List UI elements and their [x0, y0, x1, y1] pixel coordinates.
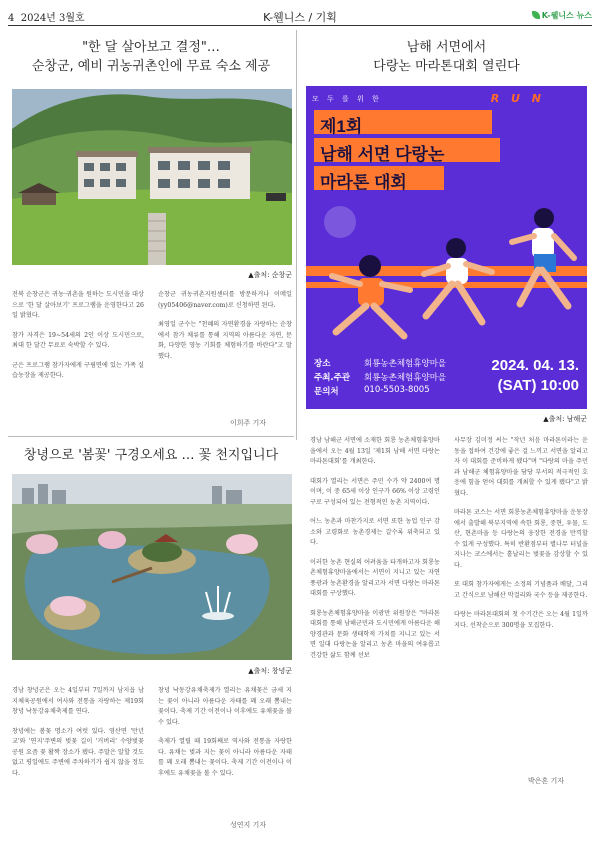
photo-changnyeong-spring: [12, 474, 292, 660]
poster-info-label-host: 주최.주관: [314, 373, 351, 383]
author-namhae: 박은혼 기자: [528, 777, 565, 785]
article-title-suncheon: "한 달 살아보고 결정"… 순창군, 예비 귀농귀촌인에 무료 숙소 제공: [31, 40, 271, 74]
page-header: [8, 8, 592, 26]
publication-logo: K-웰니스 뉴스: [532, 10, 592, 21]
poster-time: (SAT) 10:00: [497, 377, 579, 394]
article-divider: [8, 436, 294, 437]
poster-info-label-venue: 장소: [314, 359, 331, 369]
poster-date: 2024. 04. 13.: [491, 357, 579, 374]
author-suncheon: 이희주 기자: [230, 419, 267, 427]
poster-info-label-contact: 문의처: [314, 387, 339, 397]
poster-title-line2: 남해 서면 다랑논: [320, 145, 445, 164]
photo-credit-namhae: ▲출처: 남해군: [543, 415, 587, 423]
marathon-poster: [306, 86, 587, 409]
article-body-col2-changnyeong: 창녕 낙동강유채축제가 열리는 유채꽃은 금세 지는 꽃이 아니라 아름다운 자태를 꽤 오래 뽐내는 꽃이다. 축제 기간 이전이나 이후에도 유채꽃을 볼 수 있다. 축제가 열릴 때 19회째로 역사와 전통을 자랑한다. 유채는 벚과 지는 꽃이 아니라 아름다운 자태를 꽤 오래 뽐내는 꽃이다. 축제 기간 이전이나 이후에도 유채꽃을 볼 수 있다.: [158, 687, 292, 777]
poster-info-value-contact: 010-5503-8005: [364, 385, 430, 395]
photo-credit-changnyeong: ▲출처: 창녕군: [248, 667, 292, 675]
poster-title-line3: 마라톤 대회: [320, 173, 407, 192]
leaf-icon: [532, 11, 540, 19]
poster-info-panel: [306, 351, 587, 409]
article-body-col1-changnyeong: 경남 창녕군은 오는 4일부터 7일까지 남지읍 남지체육공원에서 여사와 전통을 자랑하는 제19회 창녕 낙동강유채축제를 연다. 창녕에는 봄꽃 명소가 여럿 있다. 영산면 '만년교'와 '연지'주변의 벚꽃 길이 '거버리' 수양벚꽃 공원 요즘 꽃 활짝 장소가 됐다. 주말은 알할 것도 없고 평일에도 주변에 주차하기가 쉽지 않을 정도다.: [12, 687, 144, 777]
poster-title-line1: 제1회: [320, 117, 363, 136]
poster-info-value-venue: 회룡농촌체험휴양마을: [364, 359, 447, 369]
poster-top-label: 모 두 를 위 한: [312, 95, 382, 103]
author-changnyeong: 성연지 기자: [230, 821, 267, 829]
photo-suncheon-lodging: [12, 89, 292, 265]
section-name: K-웰니스 / 기획: [263, 11, 337, 24]
photo-changnyeong-illustration: [12, 474, 292, 660]
article-body-col2-namhae: 사무장 김미정 씨는 "작년 처음 마라톤이라는 운동을 접하여 건강에 좋은 걸 느끼고 서면을 알리고자 이 대회를 준비하게 됐다"며 "다랑의 마을 주민과 남해군 체험휴양마을 담당 부서의 적극적인 호응에 힘을 얻어 대회를 개최할 수 있게 됐다"고 밝혔다. 마라톤 코스는 서면 회룡농촌체험휴양마을 운동장에서 출발해 북부지역에 속한 회룡, 중현, 우물, 도산, 현촌마을 등 다랑논의 웅장한 전경을 만끽할 수 있게 구성했다. 특히 반환점부터 별나무 터널을 지나는 코스에서는 흩날리는 벚꽃을 감상할 수 있다. 또 대회 참가자에게는 소정의 기념품과 배달, 그리고 간식으로 남해산 막걸리와 국수 등을 제공한다. 다랑논 마라톤대회의 첫 수기간은 오는 4월 1일까지다. 선착순으로 300명을 모집한다.: [454, 437, 588, 629]
poster-run-text: R U N: [490, 92, 545, 105]
article-body-col2-suncheon: 순창군 귀농귀촌지원센터를 방문하거나 이메일(yy05406@naver.com)로 신청하면 된다. 최영일 군수는 "천혜의 자연환경을 자랑하는 순창에서 참가 체류를 통해 지역의 아름다운 자연, 문화, 다양한 영농 기회를 체험하기를 바란다"고 말했다.: [158, 291, 292, 360]
column-divider: [296, 30, 297, 440]
page-number: 4 2024년 3월호: [8, 13, 85, 24]
article-body-col1-namhae: 경남 남해군 서면에 소재한 회룡 농촌체험휴양마을에서 오는 4월 13일 '제1회 남해 서면 다랑논 마라톤대회'를 개최한다. 대회가 열리는 서면은 주민 수가 약 2400여 명 이며, 이 중 65세 이상 인구가 66% 이상 고령인구로 구성되어 있는 전형적인 농촌 지역이다. 어느 농촌과 마찬가지로 서면 또한 농업 인구 감소와 고령화로 농촌경제는 갈수록 위축되고 있다. 이러한 농촌 현실의 어려움을 타개하고자 회룡농촌체험휴양마을에서는 서면이 지니고 있는 자연풍광과 농촌환경을 알리고자 서면 다랑논 마라톤대회를 구상했다. 회룡농촌체험휴양마을 이광만 위원장은 "마라톤 대회를 통해 남해군민과 도시민에게 아름다운 해양경관과 문화 생태학적 가치를 지니고 있는 서면 일대 다랑논을 알리고 농촌 마을의 여유롭고 건강한 삶도 함께 선보: [310, 437, 440, 659]
runners-illustration: [306, 196, 587, 356]
article-title-namhae: 남해 서면에서 다랑논 마라톤대회 열린다: [373, 40, 520, 74]
poster-info-value-host: 회룡농촌체험휴양마을: [364, 373, 447, 383]
photo-suncheon-illustration: [12, 89, 292, 265]
article-body-col1-suncheon: 전북 순창군은 귀농·귀촌을 원하는 도시민을 대상으로 '한 달 살아보기' 프로그램을 운영한다고 26일 밝혔다. 참가 자격은 19~54세의 2인 이상 도시민으로, 최대 한 달간 무료로 숙박할 수 있다. 군은 프로그램 참가자에게 구림면에 있는 가족 실습농장을 제공한다.: [12, 291, 144, 379]
article-title-changnyeong: 창녕으로 '봄꽃' 구경오세요 … 꽃 천지입니다: [23, 448, 279, 463]
photo-credit-suncheon: ▲출처: 순창군: [248, 271, 292, 279]
